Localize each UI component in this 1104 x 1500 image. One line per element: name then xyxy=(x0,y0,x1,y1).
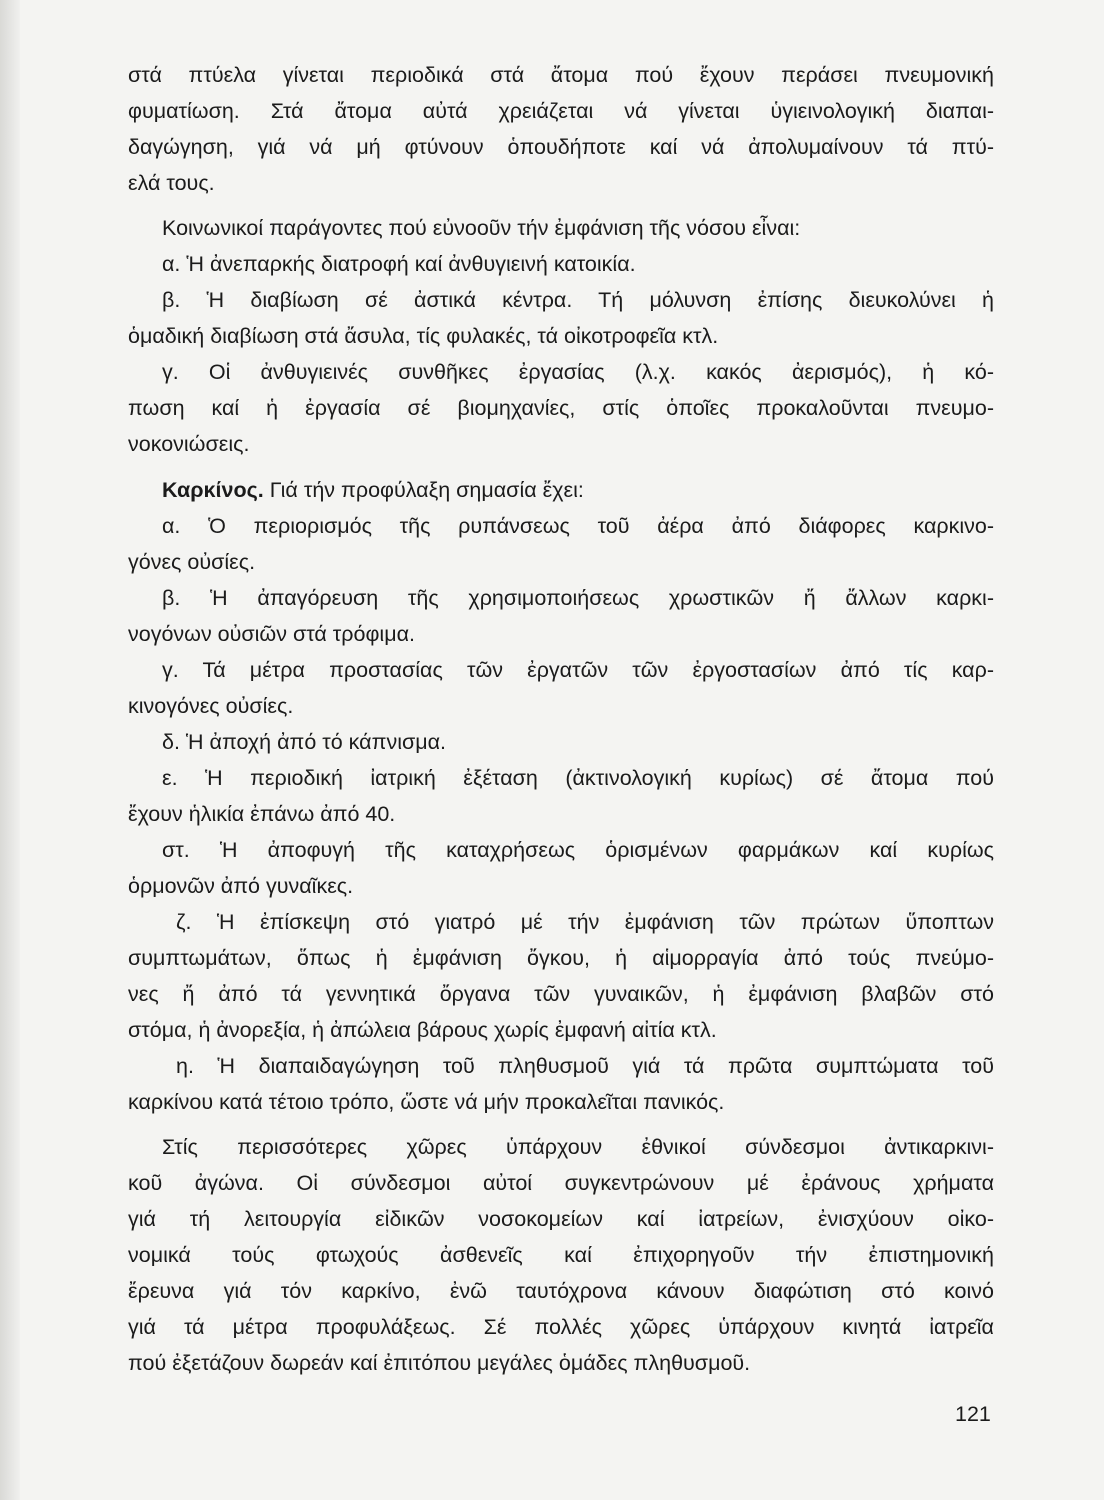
list-item-a: α. Ὁ περιορισμός τῆς ρυπάνσεως τοῦ ἀέρα ἀπό διάφορες καρκινο- xyxy=(162,514,994,538)
cancer-heading-line xyxy=(162,475,584,505)
text-line: νοκονιώσεις. xyxy=(128,432,250,456)
list-item-c: γ. Οἱ ἀνθυγιεινές συνθῆκες ἐργασίας (λ.χ. κακός ἀερισμός), ἡ κό- xyxy=(162,360,994,384)
text-line: ἔρευνα γιά τόν καρκίνο, ἐνῶ ταυτόχρονα κάνουν διαφώτιση στό κοινό xyxy=(128,1279,994,1303)
text-line: φυματίωση. Στά ἄτομα αὐτά χρειάζεται νά γίνεται ὑγιεινολογική διαπαι- xyxy=(128,99,994,123)
list-item-z: ζ. Ἡ ἐπίσκεψη στό γιατρό μέ τήν ἐμφάνιση τῶν πρώτων ὕποπτων xyxy=(176,910,994,934)
list-item-b: β. Ἡ ἀπαγόρευση τῆς χρησιμοποιήσεως χρωστικῶν ἤ ἄλλων καρκι- xyxy=(162,586,994,610)
list-item-b: β. Ἡ διαβίωση σέ ἀστικά κέντρα. Τή μόλυνση ἐπίσης διευκολύνει ἡ xyxy=(162,288,994,312)
page-number: 121 xyxy=(955,1402,991,1426)
text-line: κοῦ ἀγώνα. Οἱ σύνδεσμοι αὐτοί συγκεντρώνουν μέ ἐράνους χρήματα xyxy=(128,1171,994,1195)
text-line: Κοινωνικοί παράγοντες πού εὐνοοῦν τήν ἐμφάνιση τῆς νόσου εἶναι: xyxy=(162,216,801,240)
list-item-st: στ. Ἡ ἀποφυγή τῆς καταχρήσεως ὁρισμένων φαρμάκων καί κυρίως xyxy=(162,838,994,862)
text-line: ὁρμονῶν ἀπό γυναῖκες. xyxy=(128,874,354,898)
section-heading-cancer: Καρκίνος. xyxy=(162,478,264,502)
list-item-e: ε. Ἡ περιοδική ἰατρική ἐξέταση (ἀκτινολογική κυρίως) σέ ἄτομα πού xyxy=(162,766,994,790)
text-line: κινογόνες οὐσίες. xyxy=(128,694,294,718)
text-line: στόμα, ἡ ἀνορεξία, ἡ ἀπώλεια βάρους χωρίς ἐμφανή αἰτία κτλ. xyxy=(128,1018,717,1042)
text-line: νες ἤ ἀπό τά γεννητικά ὄργανα τῶν γυναικῶν, ἡ ἐμφάνιση βλαβῶν στό xyxy=(128,982,994,1006)
list-item-a: α. Ἡ ἀνεπαρκής διατροφή καί ἀνθυγιεινή κατοικία. xyxy=(162,252,636,276)
list-item-i: η. Ἡ διαπαιδαγώγηση τοῦ πληθυσμοῦ γιά τά πρῶτα συμπτώματα τοῦ xyxy=(176,1054,994,1078)
text-line: καρκίνου κατά τέτοιο τρόπο, ὥστε νά μήν προκαλεῖται πανικός. xyxy=(128,1090,725,1114)
paragraph-start: Στίς περισσότερες χῶρες ὑπάρχουν ἐθνικοί σύνδεσμοι ἀντικαρκινι- xyxy=(162,1135,994,1159)
text-line: νογόνων οὐσιῶν στά τρόφιμα. xyxy=(128,622,415,646)
text-line: γόνες οὐσίες. xyxy=(128,550,256,574)
text-line: συμπτωμάτων, ὅπως ἡ ἐμφάνιση ὄγκου, ἡ αἱμορραγία ἀπό τούς πνεύμο- xyxy=(128,946,994,970)
text-line: πού ἐξετάζουν δωρεάν καί ἐπιτόπου μεγάλες ὁμάδες πληθυσμοῦ. xyxy=(128,1351,751,1375)
text-line: γιά τή λειτουργία εἰδικῶν νοσοκομείων καί ἰατρείων, ἐνισχύουν οἰκο- xyxy=(128,1207,994,1231)
list-item-c: γ. Τά μέτρα προστασίας τῶν ἐργατῶν τῶν ἐργοστασίων ἀπό τίς καρ- xyxy=(162,658,994,682)
text-line: νομικά τούς φτωχούς ἀσθενεῖς καί ἐπιχορηγοῦν τήν ἐπιστημονική xyxy=(128,1243,994,1267)
page-spine-shadow xyxy=(0,0,20,1500)
text-line: ελά τους. xyxy=(128,171,215,195)
text-line: δαγώγηση, γιά νά μή φτύνουν ὁπουδήποτε καί νά ἀπολυμαίνουν τά πτύ- xyxy=(128,135,994,159)
list-item-d: δ. Ἡ ἀποχή ἀπό τό κάπνισμα. xyxy=(162,730,447,754)
text-line: γιά τά μέτρα προφυλάξεως. Σέ πολλές χῶρες ὑπάρχουν κινητά ἰατρεῖα xyxy=(128,1315,994,1339)
text-line: στά πτύελα γίνεται περιοδικά στά ἄτομα πού ἔχουν περάσει πνευμονική xyxy=(128,63,994,87)
text-line: ὁμαδική διαβίωση στά ἄσυλα, τίς φυλακές, τά οἰκοτροφεῖα κτλ. xyxy=(128,324,719,348)
section-heading-text: Γιά τήν προφύλαξη σημασία ἔχει: xyxy=(263,478,584,502)
text-line: πωση καί ἡ ἐργασία σέ βιομηχανίες, στίς ὁποῖες προκαλοῦνται πνευμο- xyxy=(128,396,994,420)
text-line: ἔχουν ἡλικία ἐπάνω ἀπό 40. xyxy=(128,802,396,826)
